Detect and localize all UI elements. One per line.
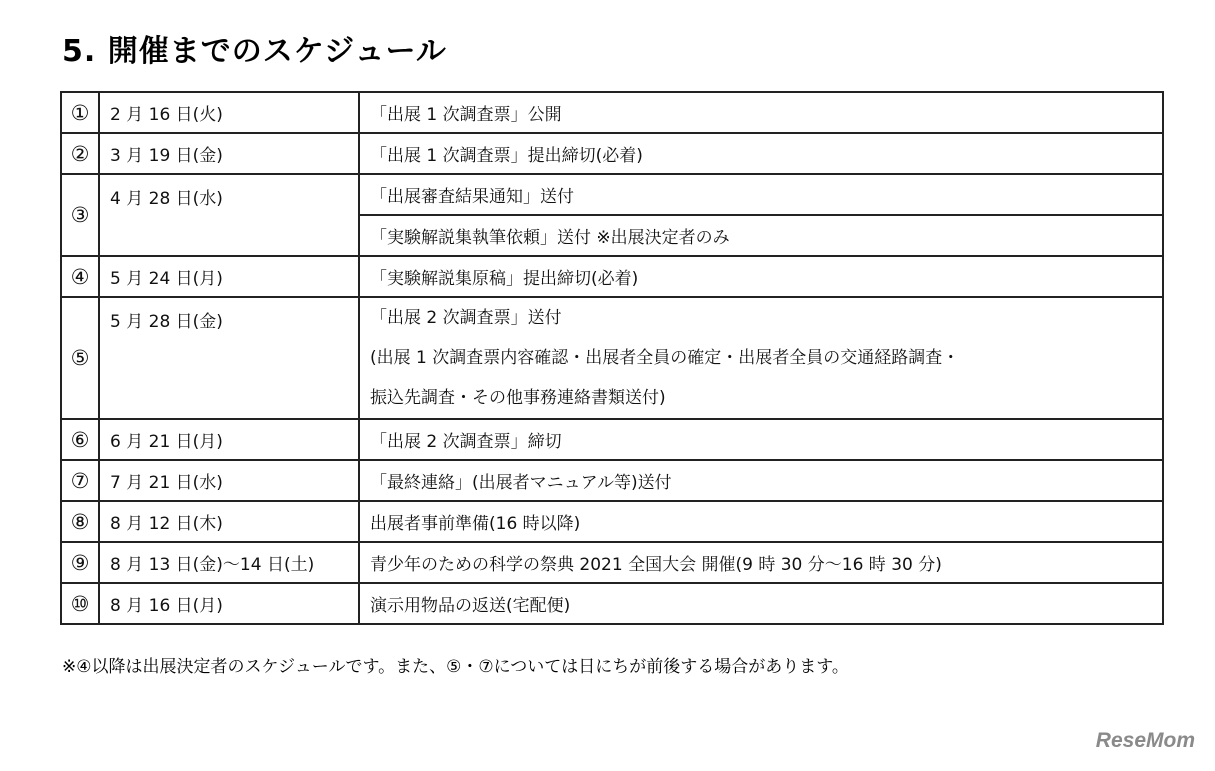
row-date: 5 月 28 日(金)	[99, 297, 359, 419]
row-number: ⑩	[61, 583, 99, 624]
row-date: 5 月 24 日(月)	[99, 256, 359, 297]
row-date: 8 月 16 日(月)	[99, 583, 359, 624]
row-description	[359, 297, 1163, 419]
resemom-logo: ReseMom	[1095, 729, 1195, 752]
row-description: 「出展 1 次調査票」提出締切(必着)	[359, 133, 1163, 174]
table-row	[61, 460, 1163, 501]
table-row	[61, 583, 1163, 624]
row-number: ⑨	[61, 542, 99, 583]
row-date: 3 月 19 日(金)	[99, 133, 359, 174]
row-number: ②	[61, 133, 99, 174]
row-number: ①	[61, 92, 99, 133]
row-number: ⑤	[61, 297, 99, 419]
row-description: 出展者事前準備(16 時以降)	[359, 501, 1163, 542]
description-line: (出展 1 次調査票内容確認・出展者全員の確定・出展者全員の交通経路調査・	[370, 348, 960, 368]
table-row	[61, 419, 1163, 460]
table-row	[61, 133, 1163, 174]
row-number: ⑧	[61, 501, 99, 542]
row-number: ③	[61, 174, 99, 256]
row-number: ⑦	[61, 460, 99, 501]
description-line: 「出展 2 次調査票」送付	[370, 308, 562, 328]
row-date: 7 月 21 日(水)	[99, 460, 359, 501]
table-row	[61, 174, 1163, 215]
table-row	[61, 501, 1163, 542]
row-date: 6 月 21 日(月)	[99, 419, 359, 460]
row-date: 4 月 28 日(水)	[99, 174, 359, 256]
row-date: 8 月 13 日(金)～14 日(土)	[99, 542, 359, 583]
row-description: 「実験解説集原稿」提出締切(必着)	[359, 256, 1163, 297]
row-description: 「実験解説集執筆依頼」送付 ※出展決定者のみ	[359, 215, 1163, 256]
row-number: ⑥	[61, 419, 99, 460]
row-number: ④	[61, 256, 99, 297]
row-description: 「出展 1 次調査票」公開	[359, 92, 1163, 133]
row-date: 8 月 12 日(木)	[99, 501, 359, 542]
row-description: 「最終連絡」(出展者マニュアル等)送付	[359, 460, 1163, 501]
page-title: 5. 開催までのスケジュール	[62, 34, 447, 69]
footnote: ※④以降は出展決定者のスケジュールです。また、⑤・⑦については日にちが前後する場合があります。	[62, 657, 849, 677]
table-row	[61, 92, 1163, 133]
table-row	[61, 297, 1163, 419]
schedule-table	[60, 91, 1164, 625]
row-description: 「出展審査結果通知」送付	[359, 174, 1163, 215]
row-description: 演示用物品の返送(宅配便)	[359, 583, 1163, 624]
table-row	[61, 542, 1163, 583]
row-date: 2 月 16 日(火)	[99, 92, 359, 133]
row-description: 「出展 2 次調査票」締切	[359, 419, 1163, 460]
description-line: 振込先調査・その他事務連絡書類送付)	[370, 388, 666, 408]
table-row	[61, 256, 1163, 297]
row-description: 青少年のための科学の祭典 2021 全国大会 開催(9 時 30 分～16 時 30 分)	[359, 542, 1163, 583]
